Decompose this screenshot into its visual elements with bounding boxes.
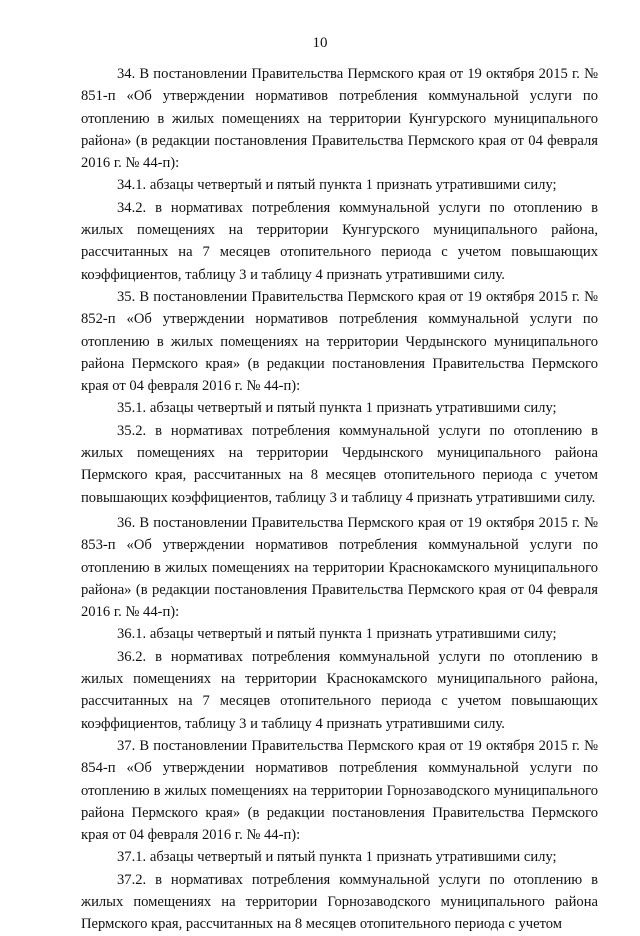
paragraph-37-1: 37.1. абзацы четвертый и пятый пункта 1 признать утратившими силу; [117,849,557,866]
paragraph-35: 35. В постановлении Правительства Пермского края от 19 октября 2015 г. № 852-п «Об утверждении нормативов потребления коммунальной услуги по отоплению в жилых помещениях на территории Чердынского муниципального района Пермского края» (в редакции постановления Правительства Пермского края от 04 февраля 2016 г. № 44-п): [81,288,598,395]
paragraph-34: 34. В постановлении Правительства Пермского края от 19 октября 2015 г. № 851-п «Об утверждении нормативов потребления коммунальной услуги по отоплению в жилых помещениях на территории Кунгурского муниципального района» (в редакции постановления Правительства Пермского края от 04 февраля 2016 г. № 44-п): [81,66,598,172]
paragraph-37-2: 37.2. в нормативах потребления коммунальной услуги по отоплению в жилых помещениях на территории Горнозаводского муниципального района Пермского края, рассчитанных на 8 месяцев отопительного периода с учетом [81,871,598,933]
paragraph-36-1: 36.1. абзацы четвертый и пятый пункта 1 признать утратившими силу; [117,626,557,643]
paragraph-37: 37. В постановлении Правительства Пермского края от 19 октября 2015 г. № 854-п «Об утверждении нормативов потребления коммунальной услуги по отоплению в жилых помещениях на территории Горнозаводского муниципального района Пермского края» (в редакции постановления Правительства Пермского края от 04 февраля 2016 г. № 44-п): [81,737,598,844]
paragraph-35-2: 35.2. в нормативах потребления коммунальной услуги по отоплению в жилых помещениях на территории Чердынского муниципального района Пермского края, рассчитанных на 8 месяцев отопительного периода с учетом повышающих коэффициентов, таблицу 3 и таблицу 4 признать утратившими силу. [81,422,598,506]
paragraph-34-2: 34.2. в нормативах потребления коммунальной услуги по отоплению в жилых помещениях на территории Кунгурского муниципального района, рассчитанных на 7 месяцев отопительного периода с учетом повышающих коэффициентов, таблицу 3 и таблицу 4 признать утратившими силу. [81,199,598,283]
paragraph-36-2: 36.2. в нормативах потребления коммунальной услуги по отоплению в жилых помещениях на территории Краснокамского муниципального района, рассчитанных на 7 месяцев отопительного периода с учетом повышающих коэффициентов, таблицу 3 и таблицу 4 признать утратившими силу. [81,648,598,732]
page-number: 10 [312,35,328,51]
document-body [81,63,598,936]
paragraph-34-1: 34.1. абзацы четвертый и пятый пункта 1 признать утратившими силу; [117,177,557,194]
paragraph-35-1: 35.1. абзацы четвертый и пятый пункта 1 признать утратившими силу; [117,400,557,417]
paragraph-36: 36. В постановлении Правительства Пермского края от 19 октября 2015 г. № 853-п «Об утверждении нормативов потребления коммунальной услуги по отоплению в жилых помещениях на территории Краснокамского муниципального района» (в редакции постановления Правительства Пермского края от 04 февраля 2016 г. № 44-п): [81,514,598,621]
